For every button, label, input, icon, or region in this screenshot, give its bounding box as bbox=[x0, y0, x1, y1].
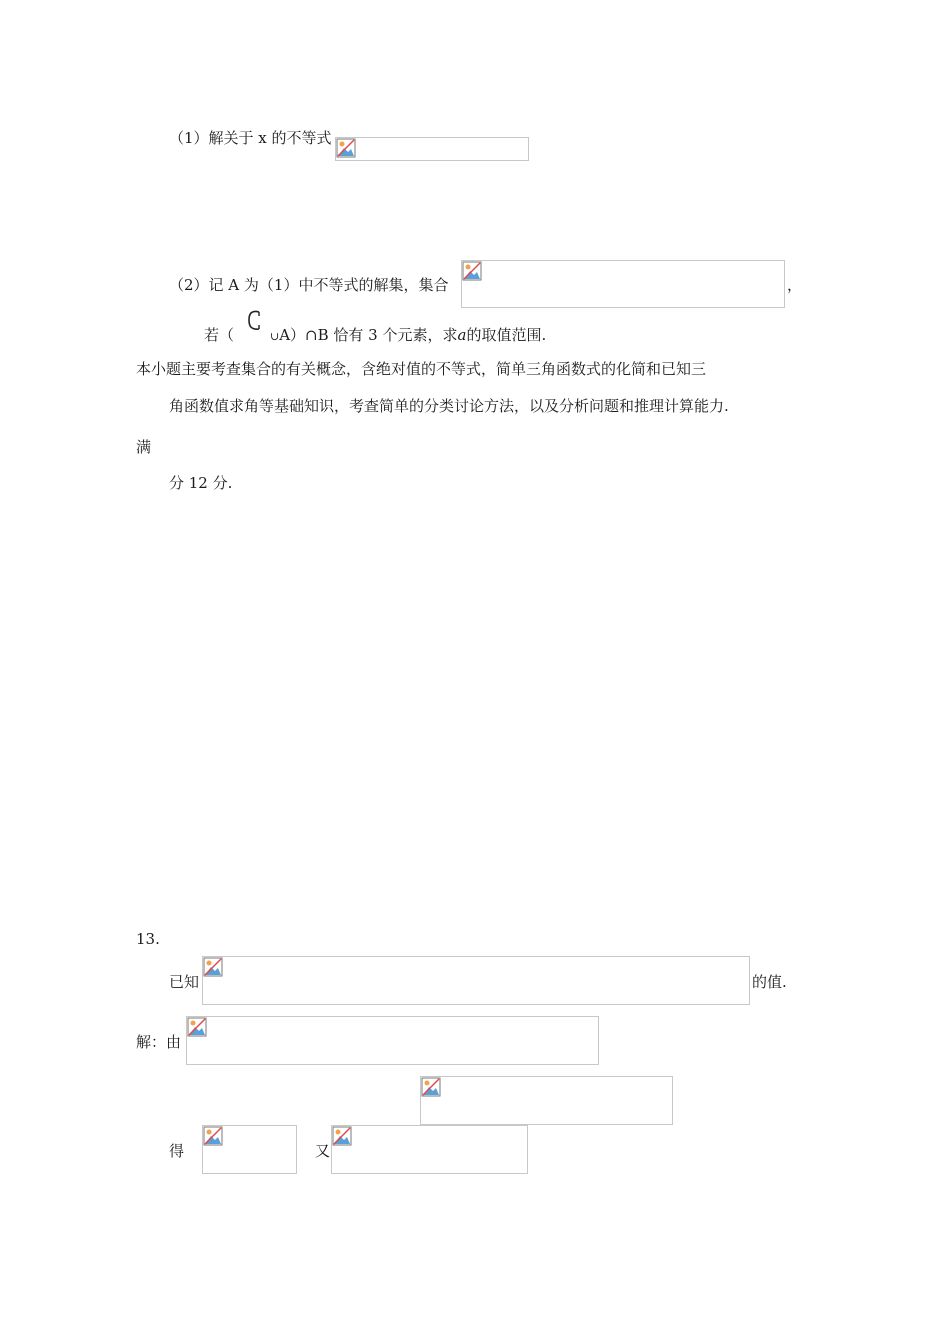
formula-image-given bbox=[202, 956, 750, 1005]
part2-condition-rest: ∪A）∩B 恰有 3 个元素，求a的取值范围. bbox=[270, 326, 547, 344]
q13-known-prefix: 已知 bbox=[169, 973, 200, 991]
broken-image-icon bbox=[336, 138, 356, 158]
part2-text bbox=[169, 275, 448, 295]
formula-image-solution-2 bbox=[420, 1076, 673, 1125]
formula-image-inequality bbox=[335, 137, 529, 161]
formula-image-solution-1 bbox=[186, 1016, 599, 1065]
variable-a: a bbox=[457, 326, 467, 344]
q13-solution-prefix: 解：由 bbox=[136, 1033, 182, 1051]
note-line-4: 分 12 分. bbox=[169, 474, 233, 492]
formula-image-also bbox=[331, 1125, 528, 1174]
part2-label: （2）记 A 为（1）中不等式的解集，集合 bbox=[169, 276, 449, 294]
complement-subscript: ∪ bbox=[270, 330, 280, 343]
note-line-2: 角函数值求角等基础知识，考查简单的分类讨论方法，以及分析问题和推理计算能力. bbox=[169, 397, 729, 415]
broken-image-icon bbox=[187, 1017, 207, 1037]
part1-label: （1）解关于 x 的不等式 bbox=[169, 129, 332, 147]
note-line-1: 本小题主要考查集合的有关概念，含绝对值的不等式，简单三角函数式的化简和已知三 bbox=[136, 360, 707, 378]
formula-image-set-b bbox=[461, 260, 785, 308]
complement-icon bbox=[245, 308, 265, 334]
q13-known-suffix: 的值. bbox=[752, 973, 787, 991]
note-line-3: 满 bbox=[136, 438, 152, 456]
part2-comma: ， bbox=[787, 276, 803, 294]
q13-derive-prefix: 得 bbox=[169, 1142, 185, 1160]
formula-image-derive bbox=[202, 1125, 297, 1174]
broken-image-icon bbox=[332, 1126, 352, 1146]
broken-image-icon bbox=[462, 261, 482, 281]
broken-image-icon bbox=[421, 1077, 441, 1097]
part2-condition-prefix: 若（ bbox=[204, 326, 235, 344]
q13-also-prefix: 又 bbox=[315, 1142, 331, 1160]
part1-text bbox=[169, 128, 332, 148]
broken-image-icon bbox=[203, 957, 223, 977]
question-13-number: 13. bbox=[136, 930, 160, 948]
broken-image-icon bbox=[203, 1126, 223, 1146]
